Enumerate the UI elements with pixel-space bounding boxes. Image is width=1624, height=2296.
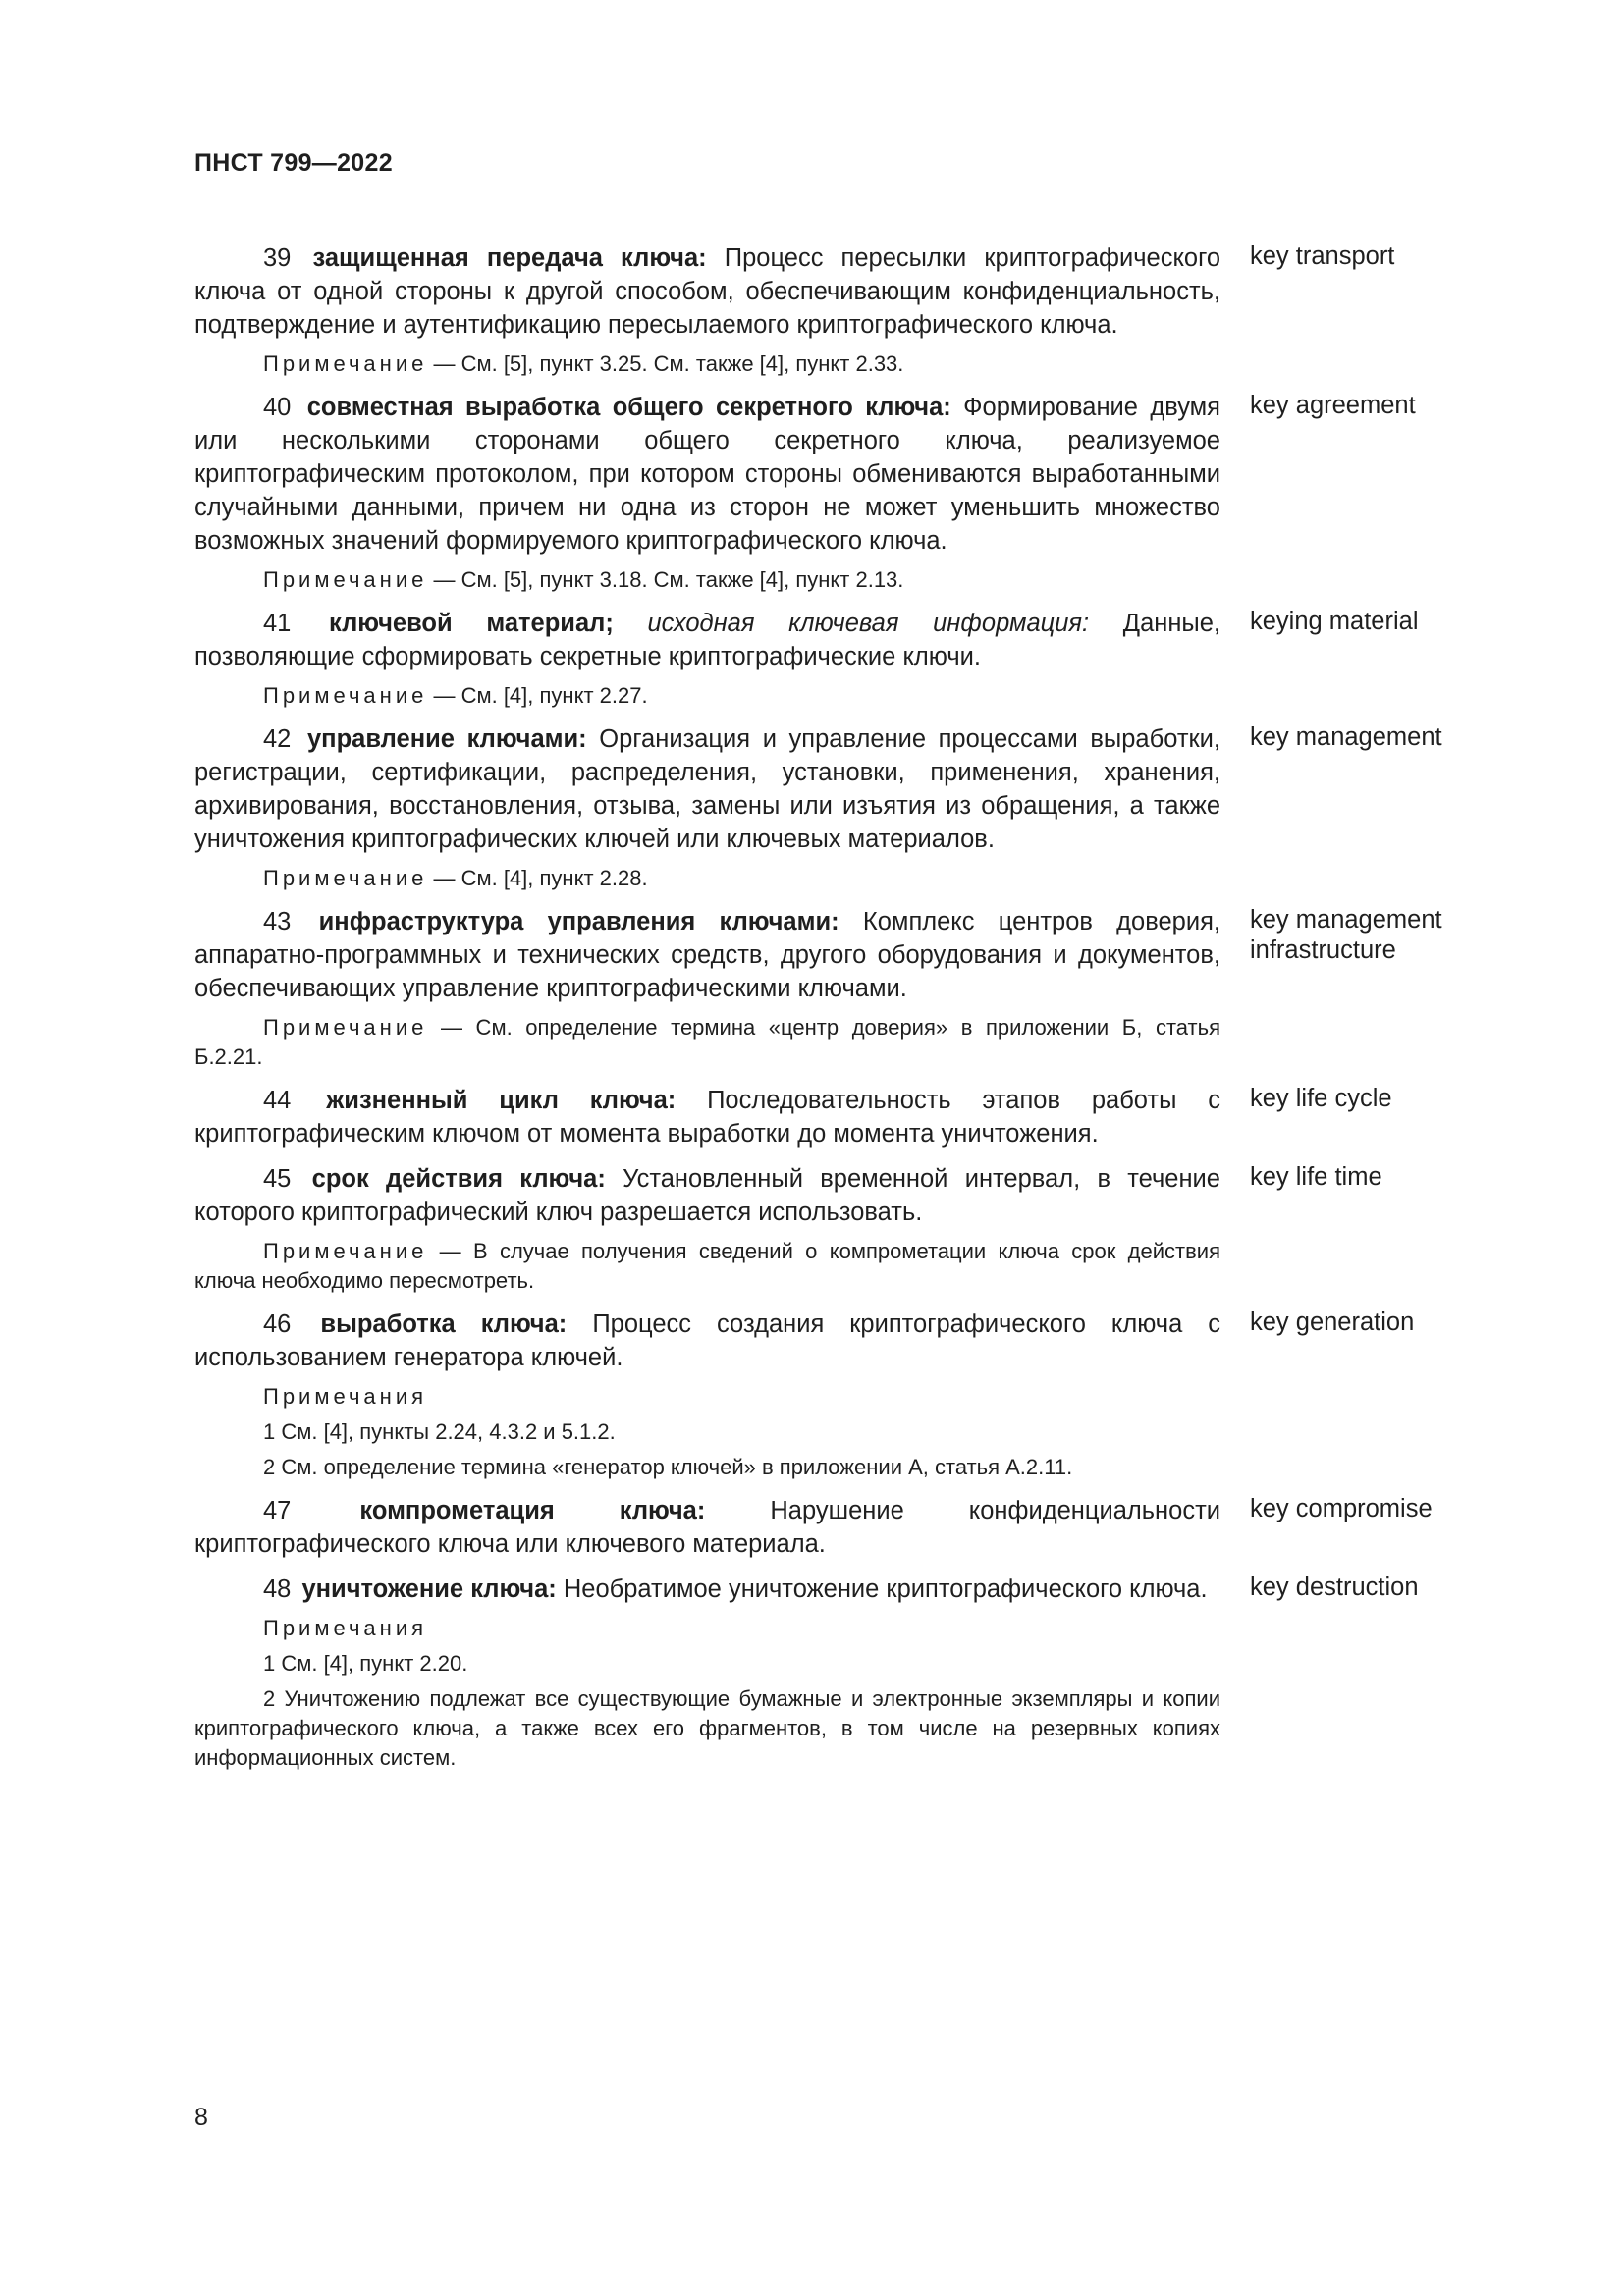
definition-text: Организация и управление процессами выработки, регистрации, сертификации, распределения, установки, применения, хранения, архивирования, восстановления, отзыва, замены или изъятия из обращения, а также уничтожения криптографических ключей или ключевых материалов.	[194, 725, 1220, 853]
term-note: Примечание — См. [5], пункт 3.25. См. также [4], пункт 2.33.	[263, 351, 904, 376]
notes-heading: Примечания	[263, 1384, 428, 1409]
term-definition	[194, 1084, 1220, 1150]
term-entry-45	[194, 1162, 1481, 1229]
english-term: key transport	[1250, 242, 1395, 270]
term-name: инфраструктура управления ключами:	[318, 908, 839, 935]
term-note: Примечание — В случае получения сведений о компрометации ключа срок действия ключа необходимо пересмотреть.	[194, 1239, 1220, 1293]
term-entry-48	[194, 1573, 1481, 1606]
english-term: key life time	[1250, 1163, 1382, 1191]
term-number: 43	[263, 908, 292, 935]
term-definition	[194, 1494, 1220, 1561]
definition-text: Формирование двумя или несколькими сторонами общего секретного ключа, реализуемое криптографическим протоколом, при котором стороны обмениваются выработанными случайными данными, причем ни одна из сторон не может уменьшить множество возможных значений формируемого криптографического ключа.	[194, 394, 1220, 555]
terms-list	[194, 241, 1481, 1773]
term-number: 39	[263, 244, 292, 272]
term-number: 40	[263, 394, 292, 421]
term-name: уничтожение ключа:	[301, 1575, 557, 1603]
term-number: 42	[263, 725, 292, 753]
term-name: жизненный цикл ключа:	[326, 1087, 677, 1114]
term-definition	[194, 1162, 1220, 1229]
note-item: 2 См. определение термина «генератор ключей» в приложении А, статья А.2.11.	[263, 1455, 1073, 1479]
definition-text: Процесс пересылки криптографического ключа от одной стороны к другой способом, обеспечивающим конфиденциальность, подтверждение и аутентификацию пересылаемого криптографического ключа.	[194, 244, 1220, 339]
term-note: Примечание — См. [4], пункт 2.27.	[263, 683, 648, 708]
page-number: 8	[194, 2104, 208, 2131]
term-name: компрометация ключа:	[359, 1497, 706, 1524]
definition-text: Данные, позволяющие сформировать секретные криптографические ключи.	[194, 610, 1221, 670]
term-definition	[194, 1573, 1220, 1606]
english-term: keying material	[1250, 608, 1419, 635]
note-item: 2 Уничтожению подлежат все существующие бумажные и электронные экземпляры и копии криптографического ключа, а также всех его фрагментов, в том числе на резервных копиях информационных систем.	[194, 1686, 1220, 1770]
term-synonym: исходная ключевая информация:	[647, 610, 1090, 637]
term-definition	[194, 1308, 1220, 1374]
term-name: срок действия ключа:	[311, 1165, 606, 1193]
notes-heading: Примечания	[263, 1616, 428, 1640]
term-number: 48	[263, 1575, 292, 1603]
term-definition	[194, 722, 1220, 856]
english-term: key generation	[1250, 1308, 1415, 1336]
definition-text: Комплекс центров доверия, аппаратно-программных и технических средств, другого оборудования и документов, обеспечивающих управление криптографическими ключами.	[194, 908, 1220, 1002]
term-entry-42	[194, 722, 1481, 856]
term-entry-41	[194, 607, 1481, 673]
definition-text: Последовательность этапов работы с криптографическим ключом от момента выработки до момента уничтожения.	[194, 1087, 1220, 1148]
definition-text: Нарушение конфиденциальности криптографического ключа или ключевого материала.	[194, 1497, 1220, 1558]
english-term: key destruction	[1250, 1574, 1419, 1601]
term-entry-44	[194, 1084, 1481, 1150]
term-definition	[194, 607, 1220, 673]
term-name: выработка ключа:	[320, 1310, 568, 1338]
definition-text: Процесс создания криптографического ключа с использованием генератора ключей.	[194, 1310, 1221, 1371]
english-term: key agreement	[1250, 392, 1416, 419]
term-entry-46	[194, 1308, 1481, 1374]
term-number: 41	[263, 610, 292, 637]
term-number: 44	[263, 1087, 292, 1114]
term-number: 47	[263, 1497, 292, 1524]
term-definition	[194, 241, 1220, 342]
term-name: защищенная передача ключа:	[312, 244, 707, 272]
english-term: key compromise	[1250, 1495, 1433, 1522]
term-name: совместная выработка общего секретного ключа:	[306, 394, 951, 421]
term-name: ключевой материал;	[329, 610, 614, 637]
term-entry-43	[194, 905, 1481, 1005]
english-term: key life cycle	[1250, 1085, 1392, 1112]
term-entry-39	[194, 241, 1481, 342]
term-number: 46	[263, 1310, 292, 1338]
term-entry-40	[194, 391, 1481, 558]
note-item: 1 См. [4], пункты 2.24, 4.3.2 и 5.1.2.	[263, 1419, 616, 1444]
term-definition	[194, 905, 1220, 1005]
term-note: Примечание — См. определение термина «центр доверия» в приложении Б, статья Б.2.21.	[194, 1015, 1220, 1069]
english-term: key management	[1250, 723, 1442, 751]
term-entry-47	[194, 1494, 1481, 1561]
definition-text: Установленный временной интервал, в течение которого криптографический ключ разрешается использовать.	[194, 1165, 1220, 1226]
english-term: key management infrastructure	[1250, 906, 1442, 964]
term-note: Примечание — См. [5], пункт 3.18. См. также [4], пункт 2.13.	[263, 567, 904, 592]
term-name: управление ключами:	[306, 725, 587, 753]
definition-text: Необратимое уничтожение криптографического ключа.	[563, 1575, 1208, 1603]
term-number: 45	[263, 1165, 292, 1193]
note-item: 1 См. [4], пункт 2.20.	[263, 1651, 468, 1676]
term-note: Примечание — См. [4], пункт 2.28.	[263, 866, 648, 890]
document-header: ПНСТ 799—2022	[194, 149, 393, 177]
term-definition	[194, 391, 1220, 558]
